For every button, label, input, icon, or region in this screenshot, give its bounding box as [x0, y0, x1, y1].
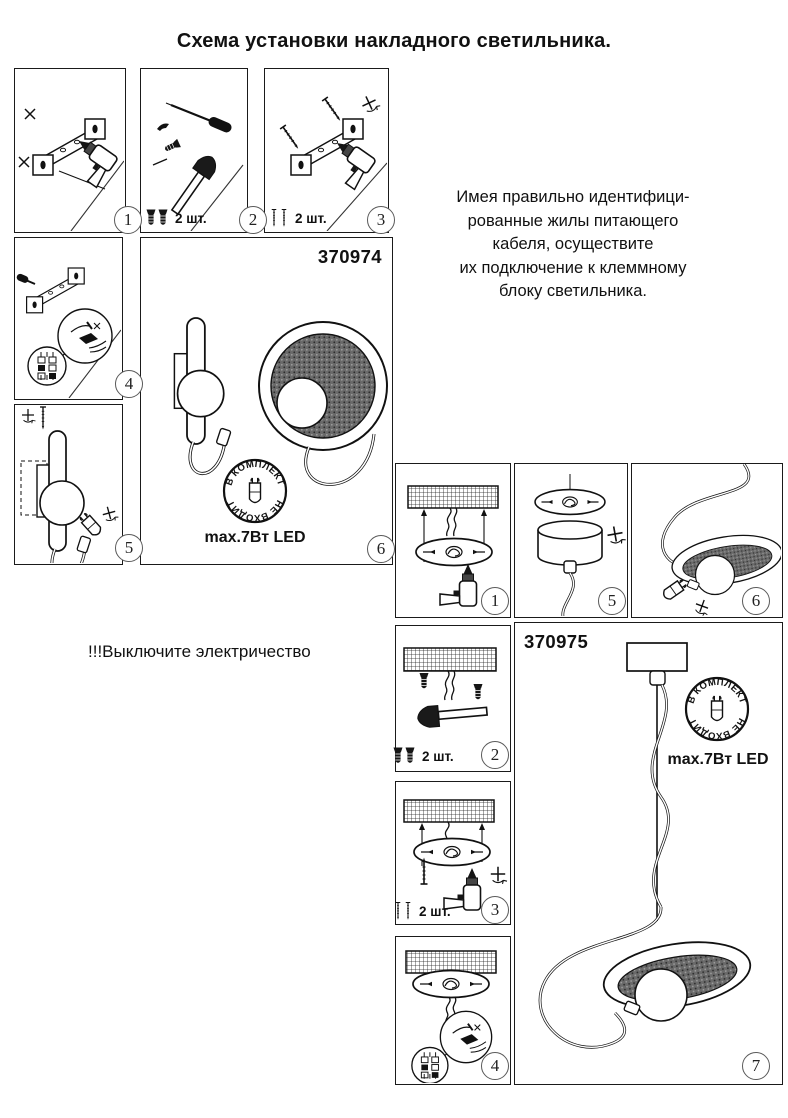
step-panel-pendant-4	[395, 936, 511, 1085]
step-number-badge: 2	[481, 741, 509, 769]
ceiling-icon	[404, 648, 496, 671]
screw-icon	[322, 97, 343, 123]
tools-illustration	[141, 69, 246, 231]
screwdriver-icon	[166, 103, 233, 134]
step-number-badge: 2	[239, 206, 267, 234]
screw-turn-icon	[693, 598, 712, 616]
wiring-note: Имея правильно идентифици- рованные жилы питающего кабеля, осуществите их подключение к клеммному блоку светильника.	[456, 188, 690, 300]
hammer-icon	[417, 701, 488, 728]
mounting-plate-icon	[416, 539, 492, 566]
wall-lamp-side-icon	[174, 318, 231, 473]
drill-icon	[440, 564, 477, 606]
wall-marking-drill-illustration	[15, 69, 124, 231]
step-panel-wall-3	[264, 68, 389, 233]
step-number-badge: 1	[114, 206, 142, 234]
model-number: 370975	[524, 631, 589, 652]
screw-turn-icon	[606, 525, 626, 546]
hammer-icon	[166, 152, 220, 218]
step-number-badge: 6	[367, 535, 395, 563]
step-number-badge: 1	[481, 587, 509, 615]
dowel-icons	[391, 747, 417, 765]
terminal-block-magnifier-icon	[28, 309, 112, 385]
not-included-stamp	[217, 453, 293, 529]
bulb-icon	[661, 578, 687, 601]
ceiling-icon	[404, 800, 494, 822]
step-number-badge: 7	[742, 1052, 770, 1080]
step-panel-wall-1	[14, 68, 133, 233]
lamp-mounting-illustration	[15, 405, 121, 563]
step-panel-wall-5	[14, 404, 134, 565]
dowel-icons	[144, 209, 170, 227]
svg-text:В КОМПЛЕКТ: В КОМПЛЕКТ	[685, 676, 749, 706]
svg-text:В КОМПЛЕКТ: В КОМПЛЕКТ	[223, 458, 287, 488]
dowel-icon	[474, 684, 483, 699]
max-power-label: max.7Вт LED	[667, 751, 769, 768]
terminal-block-magnifier-icon	[412, 1011, 492, 1083]
screw-turn-icon	[491, 867, 507, 884]
mounting-plate-icon	[535, 490, 605, 515]
bracket-screwing-illustration	[265, 69, 387, 231]
not-included-stamp	[679, 671, 755, 747]
model-number: 370974	[317, 246, 382, 267]
step-number-badge: 4	[481, 1052, 509, 1080]
step-panel-wall-4	[14, 237, 134, 400]
screw-turn-icon	[359, 93, 381, 115]
wiring-connection-illustration	[15, 238, 121, 398]
qty-label: 2 шт.	[391, 747, 454, 765]
svg-text:НЕ ВХОДИТ: НЕ ВХОДИТ	[687, 716, 747, 742]
dowel-icon	[420, 673, 429, 688]
canopy-icon	[627, 643, 687, 671]
product-panel-pendant-lamp	[514, 622, 783, 1085]
step-panel-pendant-5	[514, 463, 628, 618]
screw-icons	[268, 209, 290, 227]
screw-icon	[280, 125, 301, 151]
step-number-badge: 3	[481, 896, 509, 924]
step-number-badge: 4	[115, 370, 143, 398]
max-power-label: max.7Вт LED	[204, 529, 306, 546]
screw-icons	[392, 902, 414, 920]
ceiling-icon	[408, 486, 498, 508]
qty-label: 2 шт.	[268, 209, 327, 227]
wires-icon	[445, 671, 449, 700]
qty-label: 2 шт.	[144, 209, 207, 227]
mounting-plate-icon	[413, 971, 489, 998]
wall-bracket-icon	[27, 268, 85, 313]
mark-x-icon	[19, 157, 29, 167]
step-panel-wall-2	[140, 68, 258, 233]
wires-icon	[447, 508, 451, 536]
page-title: Схема установки накладного светильника.	[176, 30, 612, 52]
screw-turn-icon	[101, 505, 119, 523]
pendant-shade-icon	[599, 933, 755, 1021]
step-panel-pendant-6	[631, 463, 783, 618]
step-panel-pendant-1	[395, 463, 511, 618]
step-panel-pendant-3	[395, 781, 511, 925]
dowel-icon	[163, 139, 181, 154]
mounting-plate-icon	[414, 839, 490, 866]
wall-lamp-side-icon	[37, 431, 91, 563]
screw-turn-icon	[22, 409, 36, 423]
product-panel-wall-lamp	[140, 237, 393, 565]
step-number-badge: 5	[115, 534, 143, 562]
power-off-warning: !!!Выключите электричество	[88, 642, 311, 661]
step-number-badge: 3	[367, 206, 395, 234]
mark-x-icon	[25, 109, 35, 119]
bulb-icon	[78, 512, 103, 538]
qty-label: 2 шт.	[392, 902, 451, 920]
step-number-badge: 5	[598, 587, 626, 615]
clip-icon	[157, 124, 169, 131]
step-panel-pendant-2	[395, 625, 511, 772]
svg-text:НЕ ВХОДИТ: НЕ ВХОДИТ	[225, 498, 285, 524]
step-number-badge: 6	[742, 587, 770, 615]
screw-icon	[40, 407, 46, 430]
